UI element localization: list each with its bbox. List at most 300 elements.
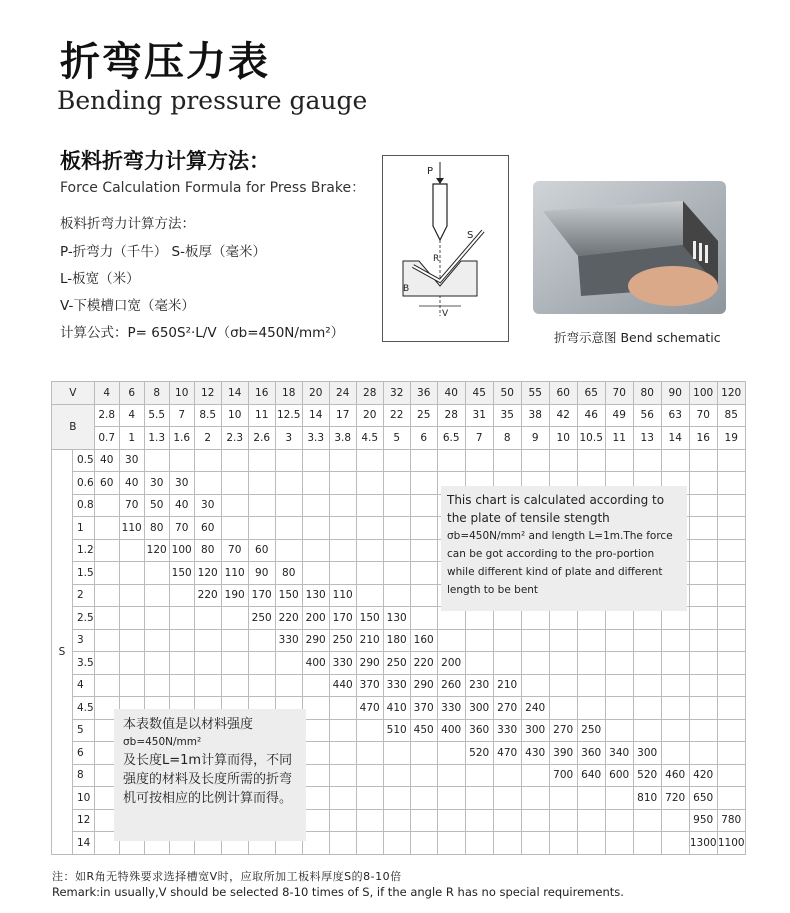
b-value-cell: 85 (717, 404, 745, 427)
s-value-cell: 10 (73, 787, 95, 810)
force-value-cell (577, 809, 605, 832)
force-value-cell (329, 697, 356, 720)
force-value-cell (221, 652, 248, 675)
force-value-cell: 260 (437, 674, 465, 697)
force-value-cell: 130 (302, 584, 329, 607)
force-value-cell (410, 449, 437, 472)
force-value-cell (410, 742, 437, 765)
force-value-cell (302, 449, 329, 472)
force-value-cell (661, 697, 689, 720)
force-value-cell (493, 787, 521, 810)
force-value-cell (329, 539, 356, 562)
force-value-cell (383, 449, 410, 472)
force-value-cell (577, 674, 605, 697)
page-subtitle: Bending pressure gauge (57, 86, 368, 115)
force-value-cell (605, 787, 633, 810)
force-value-cell (119, 607, 144, 630)
v-value-cell: 28 (356, 382, 383, 405)
force-value-cell (689, 629, 717, 652)
force-value-cell (194, 449, 221, 472)
force-value-cell (329, 719, 356, 742)
force-value-cell: 720 (661, 787, 689, 810)
force-value-cell: 300 (633, 742, 661, 765)
v-value-cell: 120 (717, 382, 745, 405)
force-value-cell (717, 697, 745, 720)
force-value-cell (717, 539, 745, 562)
v-value-cell: 16 (248, 382, 275, 405)
force-value-cell (383, 832, 410, 855)
force-value-cell: 30 (169, 472, 194, 495)
force-value-cell (717, 562, 745, 585)
force-value-cell: 60 (94, 472, 119, 495)
force-value-cell (383, 517, 410, 540)
force-value-cell (465, 652, 493, 675)
force-value-cell: 360 (577, 742, 605, 765)
force-value-cell (437, 629, 465, 652)
v-value-cell: 10 (169, 382, 194, 405)
force-value-cell: 70 (221, 539, 248, 562)
b-value-cell: 4.5 (356, 427, 383, 450)
note-chinese-line1: 本表数值是以材料强度 (123, 717, 254, 732)
force-value-cell: 30 (144, 472, 169, 495)
force-value-cell: 410 (383, 697, 410, 720)
force-value-cell: 110 (221, 562, 248, 585)
b-value-cell: 14 (661, 427, 689, 450)
force-value-cell (356, 787, 383, 810)
force-value-cell (605, 809, 633, 832)
force-value-cell (221, 494, 248, 517)
force-value-cell: 60 (194, 517, 221, 540)
force-value-cell (410, 809, 437, 832)
force-value-cell (94, 539, 119, 562)
force-value-cell: 180 (383, 629, 410, 652)
force-value-cell: 250 (248, 607, 275, 630)
b-header-label: B (52, 404, 95, 449)
force-value-cell: 60 (248, 539, 275, 562)
force-value-cell (437, 787, 465, 810)
force-value-cell (329, 764, 356, 787)
b-value-cell: 1 (119, 427, 144, 450)
force-value-cell (410, 472, 437, 495)
force-value-cell: 250 (577, 719, 605, 742)
s-value-cell: 0.5 (73, 449, 95, 472)
b-value-cell: 10 (221, 404, 248, 427)
force-value-cell: 360 (465, 719, 493, 742)
force-value-cell (119, 539, 144, 562)
b-value-cell: 42 (549, 404, 577, 427)
force-value-cell (383, 539, 410, 562)
force-value-cell (689, 472, 717, 495)
force-value-cell: 50 (144, 494, 169, 517)
definition-formula: 计算公式：P= 650S²·L/V（σb=450N/mm²） (60, 325, 345, 341)
force-value-cell (248, 674, 275, 697)
v-value-cell: 100 (689, 382, 717, 405)
force-value-cell (248, 517, 275, 540)
force-value-cell (689, 584, 717, 607)
v-value-cell: 50 (493, 382, 521, 405)
force-value-cell (169, 607, 194, 630)
force-value-cell (383, 742, 410, 765)
force-value-cell (302, 764, 329, 787)
force-value-cell: 450 (410, 719, 437, 742)
b-value-cell: 7 (465, 427, 493, 450)
force-value-cell (717, 742, 745, 765)
force-value-cell: 340 (605, 742, 633, 765)
diagram-label-s: S (467, 230, 474, 241)
force-value-cell (119, 584, 144, 607)
force-value-cell (144, 629, 169, 652)
force-value-cell: 330 (437, 697, 465, 720)
force-value-cell (633, 832, 661, 855)
force-value-cell (717, 449, 745, 472)
force-value-cell (329, 517, 356, 540)
force-value-cell (169, 674, 194, 697)
force-value-cell (356, 742, 383, 765)
force-value-cell (521, 449, 549, 472)
force-value-cell (633, 809, 661, 832)
force-value-cell: 110 (329, 584, 356, 607)
force-value-cell (94, 629, 119, 652)
force-value-cell (661, 809, 689, 832)
b-value-cell: 3.3 (302, 427, 329, 450)
force-value-cell (689, 742, 717, 765)
s-value-cell: 3 (73, 629, 95, 652)
b-value-cell: 13 (633, 427, 661, 450)
force-value-cell (689, 607, 717, 630)
force-value-cell (302, 517, 329, 540)
force-value-cell (605, 629, 633, 652)
force-value-cell (521, 652, 549, 675)
force-value-cell (689, 539, 717, 562)
force-value-cell (549, 697, 577, 720)
force-value-cell (302, 787, 329, 810)
bending-diagram (382, 155, 509, 342)
v-value-cell: 70 (605, 382, 633, 405)
b-value-cell: 14 (302, 404, 329, 427)
v-value-cell: 32 (383, 382, 410, 405)
force-value-cell (493, 449, 521, 472)
force-value-cell: 70 (119, 494, 144, 517)
note-english (441, 486, 687, 611)
v-value-cell: 4 (94, 382, 119, 405)
force-value-cell: 30 (194, 494, 221, 517)
force-value-cell (194, 629, 221, 652)
force-value-cell (521, 764, 549, 787)
force-value-cell (549, 674, 577, 697)
force-value-cell (661, 652, 689, 675)
force-value-cell (661, 674, 689, 697)
s-header-label: S (52, 449, 73, 854)
force-value-cell (302, 697, 329, 720)
force-value-cell (144, 674, 169, 697)
s-value-cell: 1.5 (73, 562, 95, 585)
b-value-cell: 10 (549, 427, 577, 450)
force-value-cell (577, 697, 605, 720)
force-value-cell: 150 (169, 562, 194, 585)
force-value-cell (119, 629, 144, 652)
force-value-cell (144, 562, 169, 585)
force-value-cell (302, 832, 329, 855)
diagram-label-r: R (433, 254, 440, 264)
force-value-cell (689, 652, 717, 675)
force-value-cell (383, 562, 410, 585)
force-value-cell (194, 607, 221, 630)
v-value-cell: 36 (410, 382, 437, 405)
force-value-cell (437, 809, 465, 832)
force-value-cell (302, 809, 329, 832)
force-value-cell (275, 449, 302, 472)
force-value-cell: 220 (194, 584, 221, 607)
force-value-cell (437, 742, 465, 765)
force-value-cell (717, 674, 745, 697)
force-value-cell (144, 652, 169, 675)
force-value-cell (221, 607, 248, 630)
force-value-cell (356, 764, 383, 787)
force-value-cell: 270 (549, 719, 577, 742)
force-value-cell (465, 449, 493, 472)
force-value-cell: 1300 (689, 832, 717, 855)
b-value-cell: 63 (661, 404, 689, 427)
force-value-cell (633, 674, 661, 697)
force-value-cell (275, 539, 302, 562)
force-value-cell (248, 652, 275, 675)
force-value-cell (521, 674, 549, 697)
force-value-cell (689, 719, 717, 742)
force-value-cell: 220 (410, 652, 437, 675)
force-value-cell (717, 494, 745, 517)
v-value-cell: 60 (549, 382, 577, 405)
b-value-cell: 8.5 (194, 404, 221, 427)
force-value-cell: 40 (169, 494, 194, 517)
force-value-cell (275, 674, 302, 697)
v-value-cell: 40 (437, 382, 465, 405)
definition-width: L-板宽（米） (60, 271, 140, 287)
force-value-cell: 110 (119, 517, 144, 540)
force-value-cell (410, 584, 437, 607)
force-value-cell (410, 787, 437, 810)
b-value-cell: 28 (437, 404, 465, 427)
force-value-cell (689, 449, 717, 472)
b-value-cell: 8 (493, 427, 521, 450)
b-value-cell: 1.6 (169, 427, 194, 450)
force-value-cell (549, 809, 577, 832)
force-value-cell (689, 697, 717, 720)
force-value-cell (383, 809, 410, 832)
force-value-cell (437, 449, 465, 472)
force-value-cell (302, 539, 329, 562)
force-value-cell: 510 (383, 719, 410, 742)
force-value-cell: 160 (410, 629, 437, 652)
b-value-cell: 22 (383, 404, 410, 427)
force-value-cell: 290 (356, 652, 383, 675)
b-value-cell: 2.6 (248, 427, 275, 450)
s-value-cell: 0.8 (73, 494, 95, 517)
page-title: 折弯压力表 (60, 39, 270, 85)
s-value-cell: 4 (73, 674, 95, 697)
force-value-cell: 400 (302, 652, 329, 675)
force-value-cell (356, 562, 383, 585)
force-value-cell (329, 787, 356, 810)
force-value-cell: 950 (689, 809, 717, 832)
v-value-cell: 18 (275, 382, 302, 405)
b-value-cell: 12.5 (275, 404, 302, 427)
v-value-cell: 45 (465, 382, 493, 405)
force-value-cell: 200 (437, 652, 465, 675)
force-value-cell (689, 674, 717, 697)
force-value-cell (493, 809, 521, 832)
v-value-cell: 6 (119, 382, 144, 405)
force-value-cell (94, 562, 119, 585)
force-value-cell (356, 584, 383, 607)
force-value-cell (194, 652, 221, 675)
force-value-cell (465, 787, 493, 810)
force-value-cell (493, 832, 521, 855)
force-value-cell (549, 629, 577, 652)
note-chinese-line2: σb=450N/mm² (123, 736, 202, 748)
force-value-cell (248, 449, 275, 472)
table-row (52, 674, 746, 697)
b-value-cell: 7 (169, 404, 194, 427)
b-value-cell: 5 (383, 427, 410, 450)
force-value-cell: 810 (633, 787, 661, 810)
remark-english: Remark:in usually,V should be selected 8-10 times of S, if the angle R has no special requirements. (52, 885, 624, 899)
force-value-cell: 330 (329, 652, 356, 675)
force-value-cell: 220 (275, 607, 302, 630)
force-value-cell (275, 494, 302, 517)
diagram-label-v: V (442, 309, 449, 319)
force-value-cell: 230 (465, 674, 493, 697)
force-value-cell (717, 472, 745, 495)
definition-force-thickness: P-折弯力（千牛） S-板厚（毫米） (60, 244, 266, 260)
force-value-cell (549, 449, 577, 472)
force-value-cell: 650 (689, 787, 717, 810)
force-value-cell (302, 719, 329, 742)
force-value-cell (221, 517, 248, 540)
force-value-cell (661, 742, 689, 765)
force-value-cell (633, 629, 661, 652)
b-value-cell: 9 (521, 427, 549, 450)
force-value-cell (248, 472, 275, 495)
force-value-cell: 80 (144, 517, 169, 540)
b-value-cell: 25 (410, 404, 437, 427)
b-value-cell: 11 (605, 427, 633, 450)
force-value-cell: 370 (410, 697, 437, 720)
force-value-cell (605, 674, 633, 697)
force-value-cell (605, 449, 633, 472)
b-value-cell: 11 (248, 404, 275, 427)
force-value-cell: 780 (717, 809, 745, 832)
force-value-cell (465, 832, 493, 855)
force-value-cell (410, 539, 437, 562)
force-value-cell: 270 (493, 697, 521, 720)
b-value-cell: 31 (465, 404, 493, 427)
force-value-cell: 330 (493, 719, 521, 742)
s-value-cell: 1 (73, 517, 95, 540)
diagram-label-p: P (427, 166, 434, 177)
force-value-cell (302, 562, 329, 585)
force-value-cell (661, 629, 689, 652)
force-value-cell (302, 742, 329, 765)
force-value-cell (410, 517, 437, 540)
force-value-cell (577, 629, 605, 652)
b-value-cell: 2.8 (94, 404, 119, 427)
force-value-cell (383, 584, 410, 607)
v-header-label: V (52, 382, 95, 405)
b-value-cell: 6 (410, 427, 437, 450)
force-value-cell: 290 (302, 629, 329, 652)
force-value-cell: 100 (169, 539, 194, 562)
force-value-cell: 130 (383, 607, 410, 630)
v-value-cell: 8 (144, 382, 169, 405)
force-value-cell: 210 (493, 674, 521, 697)
force-value-cell: 520 (633, 764, 661, 787)
force-value-cell: 300 (465, 697, 493, 720)
s-value-cell: 1.2 (73, 539, 95, 562)
force-value-cell: 120 (194, 562, 221, 585)
force-value-cell (169, 584, 194, 607)
force-value-cell: 80 (275, 562, 302, 585)
v-value-cell: 65 (577, 382, 605, 405)
bend-photo (533, 181, 726, 314)
force-value-cell (689, 562, 717, 585)
b-value-cell: 56 (633, 404, 661, 427)
force-value-cell (633, 697, 661, 720)
force-value-cell (275, 517, 302, 540)
force-value-cell (383, 472, 410, 495)
diagram-label-b: B (403, 284, 410, 294)
b-value-cell: 38 (521, 404, 549, 427)
force-value-cell (717, 629, 745, 652)
force-value-cell (356, 494, 383, 517)
b-value-cell: 10.5 (577, 427, 605, 450)
b-value-cell: 6.5 (437, 427, 465, 450)
force-value-cell (465, 809, 493, 832)
force-value-cell: 90 (248, 562, 275, 585)
force-value-cell: 40 (94, 449, 119, 472)
force-value-cell: 240 (521, 697, 549, 720)
force-value-cell (221, 629, 248, 652)
b-value-cell: 49 (605, 404, 633, 427)
force-value-cell (302, 494, 329, 517)
force-value-cell (577, 787, 605, 810)
force-value-cell: 250 (383, 652, 410, 675)
note-chinese (114, 709, 306, 841)
b-value-cell: 1.3 (144, 427, 169, 450)
force-value-cell (689, 494, 717, 517)
force-value-cell (356, 809, 383, 832)
force-value-cell (410, 494, 437, 517)
force-value-cell (577, 832, 605, 855)
b-value-cell: 17 (329, 404, 356, 427)
s-value-cell: 0.6 (73, 472, 95, 495)
force-value-cell (329, 494, 356, 517)
force-value-cell: 200 (302, 607, 329, 630)
force-value-cell (410, 764, 437, 787)
force-value-cell: 190 (221, 584, 248, 607)
force-value-cell (493, 629, 521, 652)
b-value-cell: 35 (493, 404, 521, 427)
v-value-cell: 20 (302, 382, 329, 405)
force-value-cell (383, 764, 410, 787)
force-value-cell: 330 (275, 629, 302, 652)
force-value-cell (410, 562, 437, 585)
force-value-cell: 470 (356, 697, 383, 720)
force-value-cell: 80 (194, 539, 221, 562)
force-value-cell: 250 (329, 629, 356, 652)
force-value-cell (194, 674, 221, 697)
b-value-cell: 3 (275, 427, 302, 450)
b-value-cell: 19 (717, 427, 745, 450)
